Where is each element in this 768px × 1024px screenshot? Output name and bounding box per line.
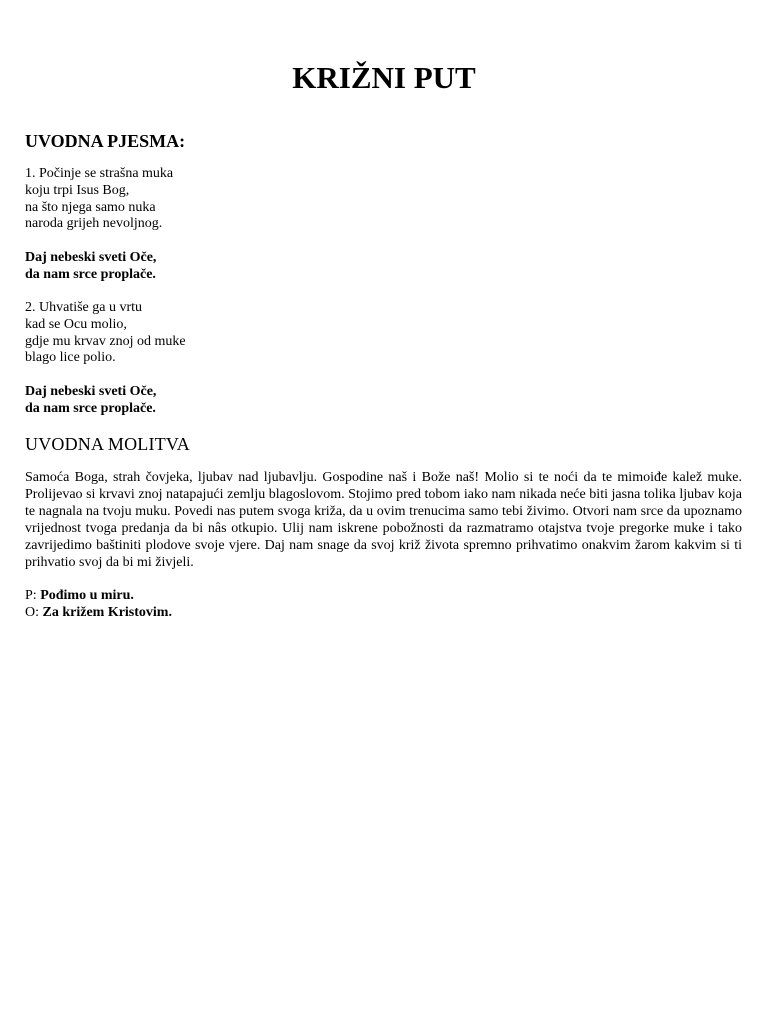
refrain-line: Daj nebeski sveti Oče, bbox=[25, 384, 157, 399]
responsory-o-text: Za križem Kristovim. bbox=[42, 605, 172, 620]
song-refrain-2 bbox=[25, 384, 156, 418]
responsory-o-label: O: bbox=[25, 605, 39, 620]
verse-line: naroda grijeh nevoljnog. bbox=[25, 216, 163, 232]
song-stanza-2 bbox=[25, 300, 186, 367]
verse-line: gdje mu krvav znoj od muke bbox=[25, 333, 186, 349]
responsory-o-line bbox=[25, 604, 172, 621]
page-title: KRIŽNI PUT bbox=[292, 60, 476, 95]
verse-line: 2. Uhvatiše ga u vrtu bbox=[25, 300, 143, 315]
song-stanza-1 bbox=[25, 166, 173, 233]
responsory bbox=[25, 587, 172, 621]
opening-prayer-text: Samoća Boga, strah čovjeka, ljubav nad ljubavlju. Gospodine naš i Bože naš! Molio si te noći da te mimoiđe kalež muke. Prolijevao si krvavi znoj natapajući zemlju blagoslovom. Stojimo pred tobom iako nam nikada neće biti jasna tolika ljubav koja te nagnala na tvoju muku. Povedi nas putem svoga križa, da u ovim trenucima samo tebi živimo. Otvori nam srce da upoznamo vrijednost tvoga predanja da bi nâs otkupio. Ulij nam iskrene pobožnosti da razmatramo otajstva tvoje pregorke muke i tako zavrijedimo baštiniti plodove svoje vjere. Daj nam snage da svoj križ života spremno prihvatimo onakvim žarom kakvim si ti prihvatio svoj da bi mi živjeli. bbox=[25, 470, 742, 570]
opening-prayer-heading: UVODNA MOLITVA bbox=[25, 434, 190, 454]
refrain-line: da nam srce proplače. bbox=[25, 400, 156, 416]
verse-line: 1. Počinje se strašna muka bbox=[25, 166, 174, 181]
opening-song-heading: UVODNA PJESMA: bbox=[25, 131, 186, 151]
verse-line: kad se Ocu molio, bbox=[25, 316, 127, 332]
responsory-p-line bbox=[25, 587, 172, 604]
responsory-p-text: Pođimo u miru. bbox=[40, 588, 134, 603]
refrain-line: Daj nebeski sveti Oče, bbox=[25, 250, 157, 265]
responsory-p-label: P: bbox=[25, 588, 37, 603]
refrain-line: da nam srce proplače. bbox=[25, 266, 156, 282]
song-refrain-1 bbox=[25, 250, 156, 284]
verse-line: na što njega samo nuka bbox=[25, 199, 156, 215]
verse-line: blago lice polio. bbox=[25, 350, 116, 366]
verse-line: koju trpi Isus Bog, bbox=[25, 182, 130, 198]
